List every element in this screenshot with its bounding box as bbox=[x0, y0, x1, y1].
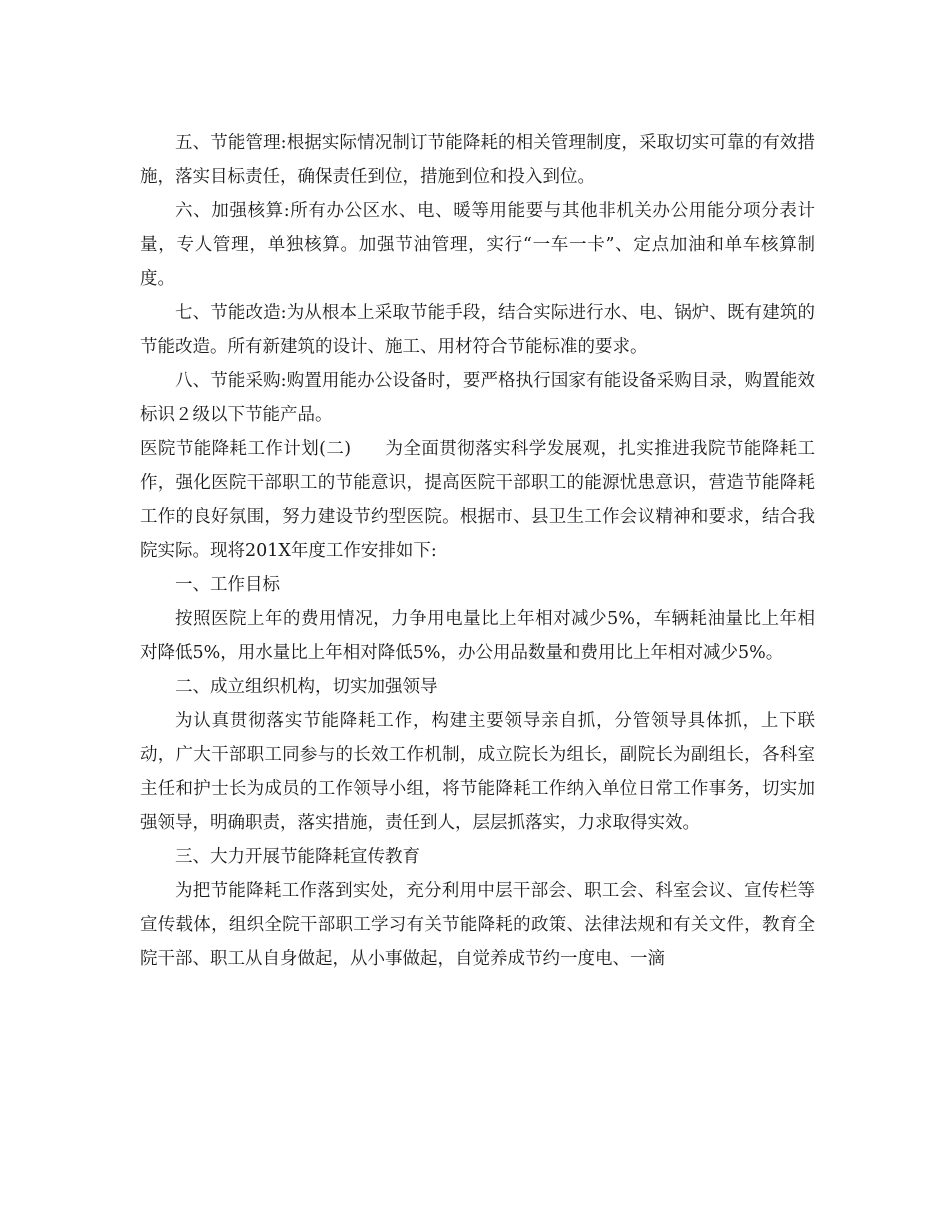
paragraph-renovation: 七、节能改造:为从根本上采取节能手段，结合实际进行水、电、锅炉、既有建筑的节能改造。所有新建筑的设计、施工、用材符合节能标准的要求。 bbox=[140, 303, 815, 357]
paragraph-accounting: 六、加强核算:所有办公区水、电、暖等用能要与其他非机关办公用能分项分表计量，专人管理，单独核算。加强节油管理，实行“一车一卡”、定点加油和单车核算制度。 bbox=[140, 201, 815, 289]
document-page bbox=[140, 126, 815, 976]
paragraph-organization: 为认真贯彻落实节能降耗工作，构建主要领导亲自抓，分管领导具体抓，上下联动，广大干部职工同参与的长效工作机制，成立院长为组长，副院长为副组长，各科室主任和护士长为成员的工作领导小组，将节能降耗工作纳入单位日常工作事务，切实加强领导，明确职责，落实措施，责任到人，层层抓落实，力求取得实效。 bbox=[140, 711, 815, 833]
paragraph-energy-management: 五、节能管理:根据实际情况制订节能降耗的相关管理制度，采取切实可靠的有效措施，落实目标责任，确保责任到位，措施到位和投入到位。 bbox=[140, 133, 815, 187]
section-heading-publicity: 三、大力开展节能降耗宣传教育 bbox=[175, 847, 420, 867]
paragraph-publicity: 为把节能降耗工作落到实处，充分利用中层干部会、职工会、科室会议、宣传栏等宣传载体，组织全院干部职工学习有关节能降耗的政策、法律法规和有关文件，教育全院干部、职工从自身做起，从小事做起，自觉养成节约一度电、一滴 bbox=[140, 881, 815, 969]
section-heading-organization: 二、成立组织机构，切实加强领导 bbox=[175, 677, 438, 697]
plan-heading: 医院节能降耗工作计划(二) bbox=[140, 439, 352, 459]
paragraph-procurement: 八、节能采购:购置用能办公设备时，要严格执行国家有能设备采购目录，购置能效标识２级以下节能产品。 bbox=[140, 371, 815, 425]
plan-intro-text: 为全面贯彻落实科学发展观，扎实推进我院节能降耗工作，强化医院干部职工的节能意识，提高医院干部职工的能源忧患意识，营造节能降耗工作的良好氛围，努力建设节约型医院。根据市、县卫生工作会议精神和要求，结合我院实际。现将201X年度工作安排如下: bbox=[140, 439, 816, 561]
paragraph-goals: 按照医院上年的费用情况，力争用电量比上年相对减少5%，车辆耗油量比上年相对降低5%，用水量比上年相对降低5%，办公用品数量和费用比上年相对减少5%。 bbox=[140, 609, 815, 663]
section-heading-goals: 一、工作目标 bbox=[175, 575, 280, 595]
plan-intro-paragraph bbox=[140, 432, 815, 568]
